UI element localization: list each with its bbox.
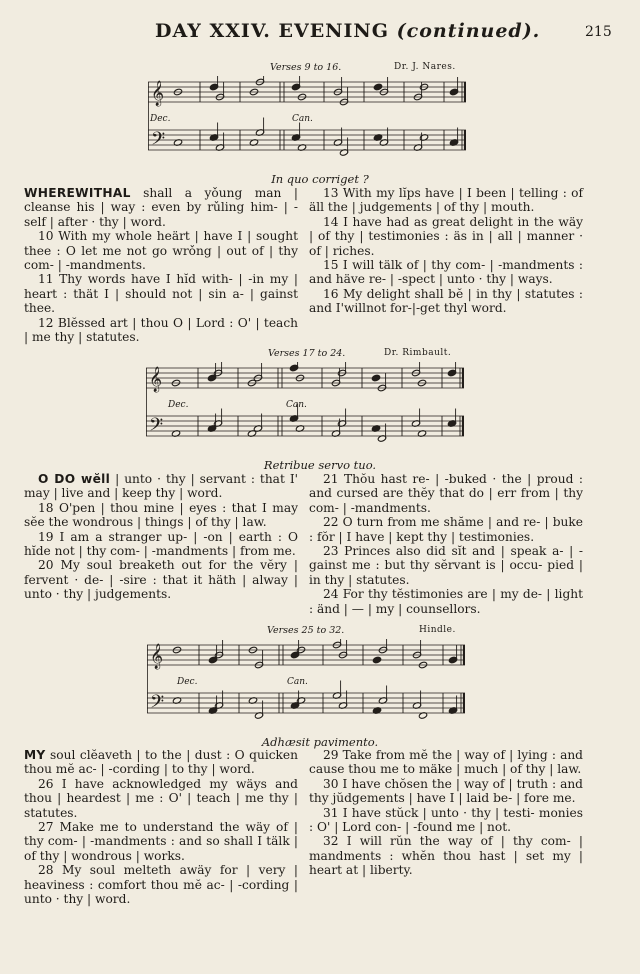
verse-text: 30 I have chŏsen the | way of | truth : and thy jŭdgements | have I | laid be- | fore me.: [309, 776, 583, 806]
verse-text: 24 For thy tĕstimonies are | my de- | light : änd | — | my | counsellors.: [309, 587, 583, 616]
verse-paragraph: [309, 777, 583, 806]
chant-score-2: [146, 348, 464, 458]
verse-paragraph: [309, 587, 583, 616]
verse-text: 27 Make me to understand the wäy of | thy com- | -mandments : and so shall I tälk | of thy | wondrous | works.: [24, 820, 298, 863]
verse-text: 31 I have stŭck | unto · thy | testi- monies : O' | Lord con- | -found me | not.: [309, 805, 583, 835]
chant-composer: Dr. Rimbault.: [384, 348, 452, 358]
right-column-3: [309, 748, 583, 878]
svg-text:𝄞: 𝄞: [150, 644, 164, 669]
verse-paragraph: [24, 186, 298, 229]
verse-paragraph: [309, 806, 583, 835]
verse-paragraph: [24, 472, 298, 501]
day-title-continued: (continued).: [396, 20, 541, 42]
dec-label: Dec.: [168, 400, 189, 410]
right-column-2: [309, 472, 583, 616]
verse-text: 10 With my whole heärt | have I | sought thee : O let me not go wrǒng | out of | thy com- | -mandments.: [24, 229, 298, 273]
day-title: [155, 20, 540, 42]
verse-text: 32 I will rŭn the way of | thy com- | mandments : whĕn thou hast | set my | heart at | liberty.: [309, 834, 583, 878]
verse-text: 11 Thy words have I hĭd with- | -in my | heart : thät I | should not | sin a- | gainst thee.: [24, 272, 298, 316]
verse-paragraph: [24, 229, 298, 272]
svg-text:𝄞: 𝄞: [149, 367, 163, 392]
chant-composer: Hindle.: [419, 625, 456, 635]
page-header: [0, 18, 640, 48]
svg-text:𝄢: 𝄢: [150, 692, 165, 717]
verse-text: 19 I am a stranger up- | -on | earth : O hĭde not | thy com- | -mandments | from me.: [24, 529, 298, 559]
verse-text: 18 O'pen | thou mine | eyes : that I may sĕe the wondrous | things | of thy | law.: [24, 500, 298, 530]
verse-text: soul clĕaveth | to the | dust : O quicken thou mĕ ac- | -cording | to thy | word.: [24, 748, 298, 777]
verse-text: 14 I have had as great delight in the wäy | of thy | testimonies : äs in | all | manner · of | riches.: [309, 214, 583, 258]
music-staff-3: [147, 639, 465, 737]
page-number: 215: [585, 24, 612, 40]
verse-text: 28 My soul melteth awäy for | very | heaviness : comfort thou mĕ ac- | -cording | unto · thy | word.: [24, 863, 298, 907]
left-column-1: [24, 186, 298, 344]
verse-text: 26 I have acknowledged my wäys and thou | heardest | me : O' | teach | me thy | statutes.: [24, 776, 298, 820]
verse-text: 15 I will tälk of | thy com- | -mandments : and häve re- | -spect | unto · thy | ways.: [309, 258, 583, 287]
dec-label: Dec.: [177, 677, 198, 687]
svg-text:𝄢: 𝄢: [149, 415, 164, 440]
svg-text:𝄞: 𝄞: [151, 81, 165, 106]
verse-paragraph: [24, 272, 298, 315]
verse-text: 16 My delight shall bĕ | in thy | statutes : and I'willnot for-|-get thyl word.: [309, 286, 583, 316]
chant-verses-label: Verses 9 to 16.: [270, 62, 342, 73]
verse-paragraph: [24, 530, 298, 559]
verse-text: 29 Take from mĕ the | way of | lying : and cause thou me to mäke | much | of thy | law.: [309, 748, 583, 777]
verse-paragraph: [309, 544, 583, 587]
chant-verses-label: Verses 17 to 24.: [268, 348, 346, 359]
verse-paragraph: [309, 472, 583, 515]
dec-label: Dec.: [150, 114, 171, 124]
verse-paragraph: [309, 834, 583, 877]
can-label: Can.: [286, 400, 307, 410]
left-column-2: [24, 472, 298, 602]
chant-composer: Dr. J. Nares.: [394, 62, 456, 72]
psalm-section-title: In quo corriget ?: [271, 172, 369, 186]
verse-lead: MY: [24, 748, 46, 762]
verse-paragraph: [24, 316, 298, 345]
chant-score-3: [147, 625, 465, 735]
verse-paragraph: [24, 748, 298, 777]
chant-verses-label: Verses 25 to 32.: [267, 625, 345, 636]
left-column-3: [24, 748, 298, 906]
verse-paragraph: [309, 258, 583, 287]
verse-paragraph: [309, 515, 583, 544]
verse-text: shall a yǒung man | cleanse his | way : even by rǔling him- | -self | after · thy | word.: [24, 186, 298, 229]
verse-paragraph: [24, 777, 298, 820]
right-column-1: [309, 186, 583, 316]
verse-paragraph: [24, 820, 298, 863]
day-title-main: DAY XXIV. EVENING: [155, 20, 390, 42]
verse-text: 13 With my lĭps have | I been | telling : of äll the | judgements | of thy | mouth.: [309, 186, 583, 215]
can-label: Can.: [287, 677, 308, 687]
music-staff-2: [146, 362, 464, 460]
psalm-section-title: Retribue servo tuo.: [263, 458, 377, 472]
verse-text: 22 O turn from me shăme | and re- | buke : fŏr | I have | kept thy | testimonies.: [309, 515, 583, 544]
verse-paragraph: [24, 863, 298, 906]
psalm-section-title: Adhæsit pavimento.: [261, 735, 379, 749]
svg-text:𝄢: 𝄢: [151, 129, 166, 154]
verse-paragraph: [309, 748, 583, 777]
verse-text: 21 Thŏu hast re- | -buked · the | proud : and cursed are thĕy that do | err from | thy com- | -mandments.: [309, 472, 583, 515]
verse-text: 12 Blĕssed art | thou O | Lord : O' | teach | me thy | statutes.: [24, 315, 298, 345]
verse-paragraph: [24, 501, 298, 530]
verse-paragraph: [309, 287, 583, 316]
verse-paragraph: [309, 215, 583, 258]
verse-lead: O DO wĕll: [38, 472, 111, 486]
verse-text: 23 Princes also did sĭt and | speak a- | -gainst me : but thy sĕrvant is | occu- pied | in thy | statutes.: [309, 544, 583, 587]
verse-paragraph: [309, 186, 583, 215]
can-label: Can.: [292, 114, 313, 124]
verse-text: 20 My soul breaketh out for the vĕry | fervent · de- | -sire : that it häth | alway | unto · thy | judgements.: [24, 558, 298, 602]
verse-text: | unto · thy | servant : that I' may | live and | keep thy | word.: [24, 472, 298, 501]
verse-paragraph: [24, 558, 298, 601]
chant-score-1: [148, 62, 466, 172]
music-staff-1: [148, 76, 466, 174]
verse-lead: WHEREWITHAL: [24, 186, 131, 200]
